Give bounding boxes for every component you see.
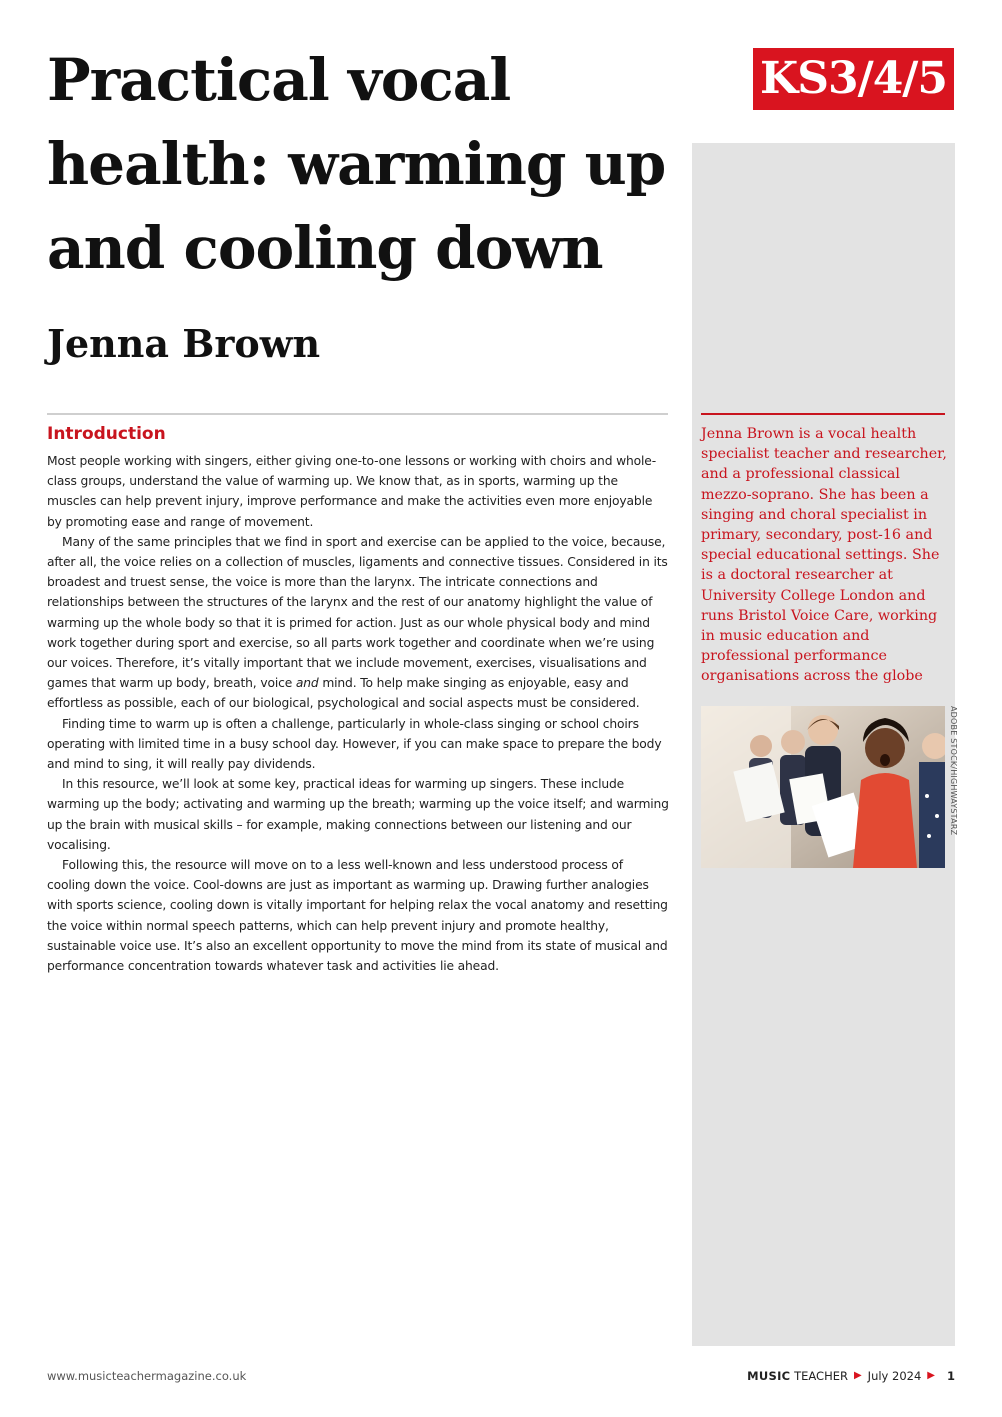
footer-publication xyxy=(747,1368,955,1384)
page-number: 1 xyxy=(946,1369,955,1383)
section-divider xyxy=(47,413,668,415)
key-stage-badge: KS3/4/5 xyxy=(753,48,954,110)
paragraph-2 xyxy=(47,532,669,714)
section-heading: Introduction xyxy=(47,424,166,444)
author-bio: Jenna Brown is a vocal health specialist teacher and researcher, and a professional classical mezzo-soprano. She has been a singing and choral specialist in primary, secondary, post-16 and special educational settings. She is a doctoral researcher at University College London and runs Bristol Voice Care, working in music education and professional performance organisations across the globe xyxy=(701,426,947,685)
photo-credit: ADOBE STOCK/HIGHWAYSTARZ xyxy=(949,706,958,836)
magazine-name xyxy=(747,1368,848,1384)
bio-divider xyxy=(701,413,945,415)
article-body xyxy=(47,451,669,976)
paragraph-1: Most people working with singers, either giving one-to-one lessons or working with choirs and whole-class groups, understand the value of warming up. We know that, as in sports, warming up the muscles can help prevent injury, improve performance and make the activities even more enjoyable by promoting ease and range of movement. xyxy=(47,454,657,529)
magazine-name-bold: MUSIC xyxy=(747,1369,791,1383)
choir-photo xyxy=(701,706,945,868)
author-name: Jenna Brown xyxy=(47,321,321,366)
article-title: Practical vocal health: warming up and cooling down xyxy=(47,46,666,282)
paragraph-2-emphasis: and xyxy=(295,676,319,691)
arrow-right-icon: ▶ xyxy=(927,1370,935,1381)
choir-photo-illustration xyxy=(701,706,945,868)
paragraph-4: In this resource, we’ll look at some key, practical ideas for warming up singers. These include warming up the body; activating and warming up the breath; warming up the voice itself; and warming up the brain with musical skills – for example, making connections between our listening and our vocalising. xyxy=(47,777,669,852)
paragraph-2-text: Many of the same principles that we find in sport and exercise can be applied to the voice, because, after all, the voice relies on a collection of muscles, ligaments and connective tissues. Considered in its broadest and truest sense, the voice is more than the larynx. The intricate connections and relationships between the structures of the larynx and the rest of our anatomy highlight the value of warming up the whole body so that it is primed for action. Just as our whole physical body and mind work together during sport and exercise, so all parts work together and coordinate when we’re using our voices. Therefore, it’s vitally important that we include movement, exercises, visualisations and games that warm up body, breath, voice xyxy=(47,534,668,691)
issue-date: July 2024 xyxy=(867,1369,922,1383)
magazine-name-light: TEACHER xyxy=(794,1369,848,1383)
arrow-right-icon: ▶ xyxy=(853,1370,862,1381)
paragraph-2-tail: mind. To help make singing as enjoyable, easy and effortless as possible, each of our biological, psychological and social aspects must be considered. xyxy=(47,676,640,711)
footer-website[interactable]: www.musicteachermagazine.co.uk xyxy=(47,1369,247,1383)
paragraph-3: Finding time to warm up is often a challenge, particularly in whole-class singing or school choirs operating with limited time in a busy school day. However, if you can make space to prepare the body and mind to sing, it will really pay dividends. xyxy=(47,716,662,772)
paragraph-5: Following this, the resource will move on to a less well-known and less understood process of cooling down the voice. Cool-downs are just as important as warming up. Drawing further analogies with sports science, cooling down is vitally important for helping relax the vocal anatomy and resetting the voice within normal speech patterns, which can help prevent injury and promote healthy, sustainable voice use. It’s also an excellent opportunity to move the mind from its state of musical and performance concentration towards whatever task and activities lie ahead. xyxy=(47,858,668,974)
